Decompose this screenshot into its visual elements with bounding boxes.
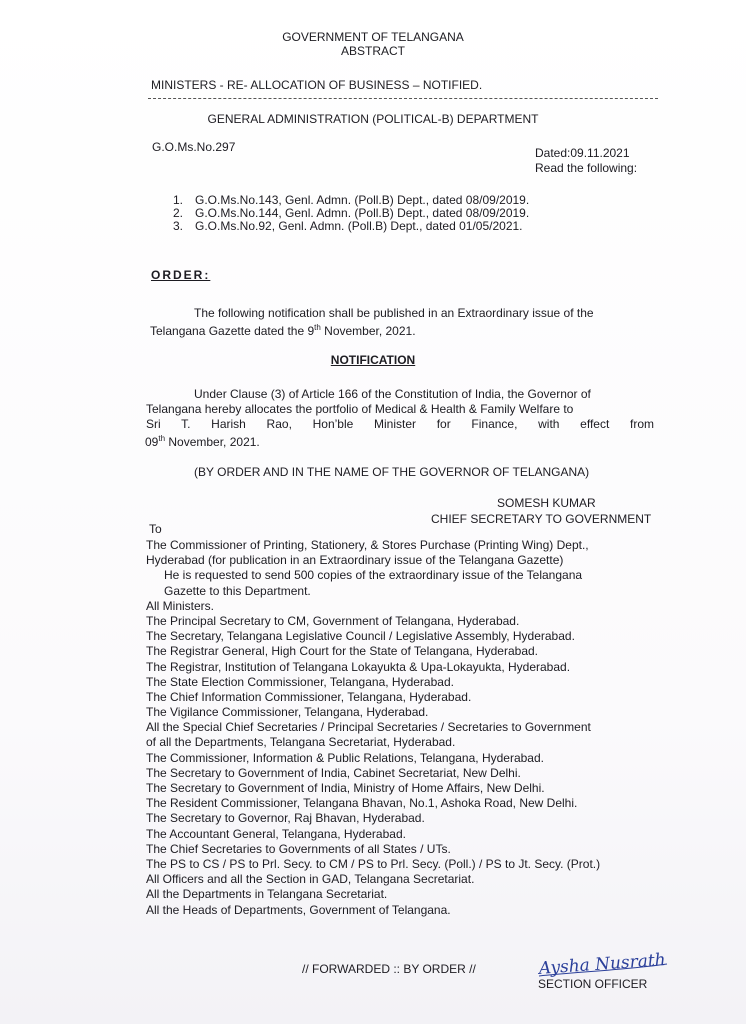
order-text-line2: Telangana Gazette dated the 9th November, 2021. [150, 323, 416, 338]
read-following: Read the following: [535, 161, 638, 175]
distribution-item: Gazette to this Department. [164, 583, 311, 598]
signatory-name: SOMESH KUMAR [497, 496, 596, 510]
distribution-item: The Registrar General, High Court for the State of Telangana, Hyderabad. [146, 644, 538, 659]
reference-item: 3. G.O.Ms.No.92, Genl. Admn. (Poll.B) Dept., dated 01/05/2021. [173, 219, 523, 233]
dated: Dated:09.11.2021 [535, 146, 630, 160]
dashed-divider [148, 98, 658, 99]
distribution-item: The Secretary to Government of India, Cabinet Secretariat, New Delhi. [146, 765, 521, 780]
distribution-item: All the Special Chief Secretaries / Principal Secretaries / Secretaries to Government [146, 720, 591, 735]
distribution-item: All Ministers. [146, 598, 215, 613]
distribution-item: The Chief Information Commissioner, Telangana, Hyderabad. [146, 689, 472, 704]
signatory-title: CHIEF SECRETARY TO GOVERNMENT [431, 512, 652, 526]
order-heading: ORDER: [151, 268, 211, 282]
distribution-item: He is requested to send 500 copies of the extraordinary issue of the Telangana [164, 568, 583, 583]
distribution-item: The State Election Commissioner, Telangana, Hyderabad. [146, 674, 454, 689]
distribution-item: The Principal Secretary to CM, Government of Telangana, Hyderabad. [146, 613, 520, 628]
distribution-item: All the Heads of Departments, Government of Telangana. [146, 902, 451, 917]
notification-line4: 09th November, 2021. [145, 434, 260, 449]
order-text-line1: The following notification shall be published in an Extraordinary issue of the [194, 306, 594, 320]
section-officer-title: SECTION OFFICER [538, 977, 648, 991]
to-label: To [149, 522, 162, 536]
by-order-line: (BY ORDER AND IN THE NAME OF THE GOVERNOR OF TELANGANA) [194, 465, 590, 479]
subject-line: MINISTERS - RE- ALLOCATION OF BUSINESS – NOTIFIED. [151, 78, 483, 92]
notification-line1: Under Clause (3) of Article 166 of the Constitution of India, the Governor of [194, 387, 591, 401]
distribution-list [146, 538, 600, 918]
distribution-item: The Registrar, Institution of Telangana Lokayukta & Upa-Lokayukta, Hyderabad. [146, 659, 571, 674]
distribution-item: The Commissioner, Information & Public Relations, Telangana, Hyderabad. [146, 750, 544, 765]
distribution-item: All Officers and all the Section in GAD, Telangana Secretariat. [146, 872, 475, 887]
distribution-item: of all the Departments, Telangana Secretariat, Hyderabad. [146, 735, 456, 750]
forwarded-line: // FORWARDED :: BY ORDER // [302, 962, 476, 976]
notification-line2: Telangana hereby allocates the portfolio of Medical & Health & Family Welfare to [146, 402, 574, 416]
distribution-item: The Commissioner of Printing, Stationery, & Stores Purchase (Printing Wing) Dept., [146, 538, 589, 552]
signature-text: Aysha Nusrath [538, 950, 667, 979]
distribution-item: The Secretary to Government of India, Ministry of Home Affairs, New Delhi. [146, 781, 545, 795]
go-number: G.O.Ms.No.297 [152, 140, 236, 154]
header-abstract: ABSTRACT [340, 44, 405, 58]
reference-item: 2. G.O.Ms.No.144, Genl. Admn. (Poll.B) Dept., dated 08/09/2019. [173, 206, 530, 220]
distribution-item: The Accountant General, Telangana, Hyderabad. [146, 826, 406, 841]
references-list [173, 193, 529, 232]
distribution-item: The Secretary to Governor, Raj Bhavan, Hyderabad. [146, 811, 425, 826]
distribution-item: The Chief Secretaries to Governments of all States / UTs. [146, 841, 451, 856]
distribution-item: The Vigilance Commissioner, Telangana, Hyderabad. [146, 705, 429, 720]
reference-item: 1. G.O.Ms.No.143, Genl. Admn. (Poll.B) Dept., dated 08/09/2019. [173, 193, 530, 207]
notification-line3: Sri T. Harish Rao, Hon’ble Minister for Finance, with effect from [146, 417, 654, 431]
distribution-item: The PS to CS / PS to Prl. Secy. to CM / PS to Prl. Secy. (Poll.) / PS to Jt. Secy. (Prot.) [146, 856, 601, 871]
header-government: GOVERNMENT OF TELANGANA [282, 30, 464, 44]
notification-heading: NOTIFICATION [330, 353, 416, 367]
distribution-item: All the Departments in Telangana Secretariat. [146, 887, 388, 902]
distribution-item: Hyderabad (for publication in an Extraordinary issue of the Telangana Gazette) [146, 553, 564, 568]
distribution-item: The Resident Commissioner, Telangana Bhavan, No.1, Ashoka Road, New Delhi. [146, 796, 578, 811]
distribution-item: The Secretary, Telangana Legislative Council / Legislative Assembly, Hyderabad. [146, 629, 575, 644]
department-title: GENERAL ADMINISTRATION (POLITICAL-B) DEPARTMENT [207, 112, 539, 126]
